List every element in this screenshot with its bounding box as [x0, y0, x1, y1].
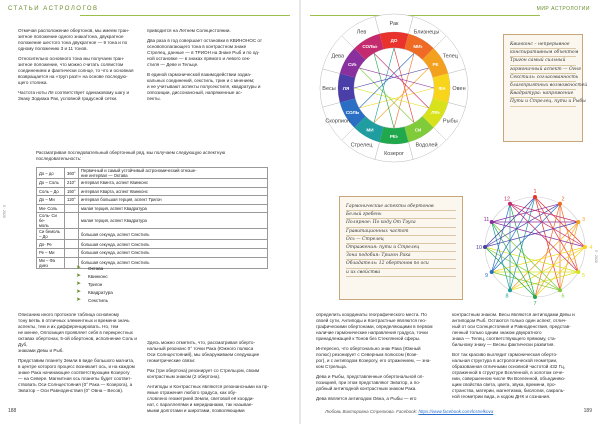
note-label: СОЛЬ	[345, 109, 360, 115]
interval-table	[36, 167, 268, 269]
node-dot	[583, 245, 587, 249]
paragraph: Вот так красиво выглядит гармоническая оберто- нальная структура в астрологической геометрии, образованная отличными основной частотой 432 Гц, отраженной в структуре Вселенной, в золотом сече- нии, совершенном числе Фи Вселенной, объединяю- щим свойства света, цвета, звука, времени, про- странства, материи, магнетизма, биологии, сакраль- ной геометрии вида, и кодом ДНК и сознания.	[452, 352, 566, 399]
node-dot	[533, 295, 537, 299]
arrow-bullet-icon: ➤	[76, 264, 82, 271]
check-item	[76, 280, 113, 288]
paragraph: контрастным знаком. Весы являются антиподами Девы и антиподом Рыб. Остаются только один аспект, отлич- ный от оси Солнцестояния и Равноденствия, представ- ленный только одним знаком двукратного знака — Телец, соответствующего прямому, ста- бильному знаку — Весны фактически развития.	[452, 312, 575, 347]
left-col1-text	[18, 28, 138, 102]
interval-cell: Ми – Фа диез	[37, 257, 65, 268]
interval-cell: Соль – До	[37, 187, 65, 196]
table-row	[37, 196, 268, 205]
node-number: 8	[505, 293, 509, 300]
node-dot	[558, 288, 562, 292]
aspect-cell: большая секунда, аспект Секстиль	[79, 248, 268, 257]
arrow-bullet-icon: ➤	[76, 296, 82, 303]
note-label: РЕ♭	[389, 133, 399, 139]
note-label: ФА	[438, 85, 446, 91]
aspect-cell: большая секунда, аспект Секстиль	[79, 257, 268, 268]
magazine-header: МИР АСТРОЛОГИИ	[536, 6, 590, 12]
node-number: 3	[581, 217, 586, 223]
aspect-line	[535, 222, 578, 300]
paragraph: Дева и Рыбы, представленные обертональной оп- позицией, при этом представляют Экватор, а по- добный антиподной контрастным знаком Рака.	[316, 374, 424, 391]
paragraph: Представим планету Земли в виде большого магнита, в центре которого процесс возникает ось, и на каждом знаке Рака начинающее соответствующим Козерогу — на Севере. Магнитная ось планеты будет соответ- ствовать Оси Солнцестояния (0° Рака — Козерога), а Экватор – Оси Равноденствия (0° Овна – Весов).	[18, 358, 135, 393]
check-item	[76, 296, 113, 304]
paragraph: Здесь можно отметить, что, рассматривая оберто- нальный резонанс 0° точки Рака (Южного полюса Оси Солнцестояний), мы обнаруживаем следующие геометрические связи:	[147, 340, 260, 363]
check-item	[76, 264, 113, 272]
box-line: конспиративным объектом	[510, 49, 576, 57]
table-row	[37, 204, 268, 213]
aspect-cell: большая секунда, аспект Секстиль	[79, 240, 268, 249]
sign-label: Дева	[331, 53, 345, 60]
box-line: Зона подобия: Тригон Рака	[346, 252, 456, 260]
aspect-line	[510, 247, 585, 290]
node-number: 10	[476, 245, 483, 251]
aspect-cell: интервал большая терция, аспект Тригон	[79, 196, 268, 205]
star-ring	[485, 197, 585, 300]
degree-cell	[65, 213, 79, 229]
sign-label: Козерог	[384, 151, 404, 157]
aspect-line	[485, 247, 560, 290]
node-dot	[508, 288, 512, 292]
box-line: Квинконс – непрерывное	[510, 41, 576, 49]
node-number: 6	[561, 293, 565, 300]
table-intro: Рассматривая последовательный обертонный ряд, мы получаем следующую аспектную последовательность:	[36, 150, 226, 161]
margin-label-left: 5 · 2020	[2, 205, 6, 218]
interval-cell: До – Соль	[37, 179, 65, 188]
zodiac-note-wheel	[318, 12, 470, 164]
aspect-cell: малая терция, аспект Квадратура	[79, 213, 268, 229]
facebook-link[interactable]: https://www.facebook.com/lcstrelkova	[418, 409, 494, 414]
box-line: и их свойства	[346, 269, 456, 277]
page-number-left: 188	[8, 408, 17, 414]
box-line: Гравитационных частот	[346, 228, 456, 236]
left-col1b-text	[18, 312, 143, 394]
sign-label: Рак	[389, 21, 399, 27]
check-label: Секстиль	[88, 297, 108, 303]
paragraph: Отмечая расположение обертонов, мы имеем тран- зитное положение одного знака/тона, двукратное положение шестого тона двукратное — 9 тона и по одному положению 3 и 11 тонов.	[18, 28, 130, 51]
note-label: РЕ	[432, 61, 439, 67]
sign-label: Овен	[452, 86, 466, 92]
box-line: Отражения: пути и Стрелец	[346, 244, 456, 252]
check-label: Октава	[88, 265, 104, 271]
node-dot	[490, 220, 494, 224]
sign-label: Телец	[442, 53, 458, 60]
box-line: Гармонические аспекты обертонов	[346, 203, 456, 211]
box-line: Пути и Стрелец, пути и Рыбы	[510, 98, 576, 106]
box-line: Ось — Стрелец	[346, 236, 456, 244]
aspect-cell: Первичный и самый устойчивый астрономический отноше- ние интервал — Октава	[79, 168, 268, 179]
node-number: 1	[533, 189, 537, 195]
note-label: СОЛЬ♭	[362, 44, 378, 50]
node-number: 9	[484, 273, 489, 279]
degree-cell: 360°	[65, 168, 79, 179]
box-line: Обладатель: 12 обертонов по оси	[346, 260, 456, 268]
aspect-cell: интервал Кварта, аспект Квинконс	[79, 187, 268, 196]
sign-label: Стрелец	[350, 142, 373, 149]
box-line: Белый гребень	[346, 211, 456, 219]
aspect-cell: интервал Квинта, аспект Квинконс	[79, 179, 268, 188]
aspect-line	[510, 204, 585, 247]
left-col2b-text	[147, 340, 287, 414]
gutter	[299, 0, 301, 424]
note-label: ЛЯ♭	[431, 109, 440, 115]
node-dot	[490, 270, 494, 274]
aspect-cell: малая терция, аспект Квадратура	[79, 204, 268, 213]
degree-cell: 120°	[65, 196, 79, 205]
node-dot	[576, 270, 580, 274]
paragraph: Антиподы и Контрастных являются резонансными на пр- ямые отражения любого градуса, как обу- словлено геометрией Земли, световой её коорди- нат, с параллелями и меридианами, так называе- мыми долготами и широтами, позволяющими	[147, 384, 269, 413]
note-label: МИ	[366, 127, 374, 133]
box-line: гармоничный аспект — Огня	[510, 66, 576, 74]
table-row	[37, 257, 268, 268]
box-line: Квадратура: напряжение	[510, 90, 576, 98]
aspect-line	[492, 197, 535, 272]
interval-cell: Ми- Соль	[37, 204, 65, 213]
aspect-line	[485, 204, 560, 247]
header-rule-left	[80, 15, 290, 16]
degree-cell	[65, 229, 79, 240]
paragraph: Частота ноты Ля соответствует одинаковому шагу и Знаку Зодиака Рак, условной градусной сетки.	[18, 90, 130, 101]
right-col1-text	[316, 312, 446, 402]
box-line: Секстиль: согласованность	[510, 74, 576, 82]
paragraph: Интересно, что обертонально знак Рака (Южный полюс) резонирует с Северным полюсом (Козе- рог), и с антиподом Козерогу, его отражением, — зна- ком Стрельца.	[316, 346, 431, 369]
interval-cell: До – Ми	[37, 196, 65, 205]
sign-label: Рыбы	[442, 118, 458, 125]
check-label: Тригон	[88, 281, 103, 287]
table-row	[37, 240, 268, 249]
aspect-check-list	[76, 264, 113, 304]
interval-cell: Ре – Ми	[37, 248, 65, 257]
check-item	[76, 288, 113, 296]
degree-cell: 150°	[65, 187, 79, 196]
aspect-line	[535, 197, 578, 272]
node-dot	[483, 245, 487, 249]
node-number: 4	[589, 245, 593, 251]
paragraph: Рак (три обертона) резонирует со Стрельцом, своим контрастным знаком (2 обертона).	[147, 368, 260, 379]
page-number-right: 189	[583, 408, 592, 414]
aside-box-top	[503, 34, 588, 142]
interval-cell: Соль- Си бе- моль	[37, 213, 65, 229]
table-row	[37, 248, 268, 257]
left-col2-text	[147, 28, 287, 102]
box-line: Тригон самый сильный	[510, 57, 576, 65]
author-credit	[325, 409, 493, 414]
check-label: Квинконс	[88, 273, 108, 279]
node-number: 5	[581, 273, 586, 279]
interval-cell: До- Ре	[37, 240, 65, 249]
table-row	[37, 229, 268, 240]
paragraph: Относительно основного тона мы получаем тран- зитное положение, что можно считать соляистом соединением и фактически солнце, то что и основная возвращается на «труп раз!!» на основе последую- щего столика.	[18, 56, 134, 85]
interval-cell: До – до	[37, 168, 65, 179]
aspect-line	[492, 222, 535, 300]
sign-label: Близнецы	[413, 29, 440, 36]
paragraph: Описанию иного протоколе таблица основному тону ветвь в отличных элементных и времени значь аспекты, тем и их дифференцировать. Но, тем не менее, Оппозиция проявляет себя в перекрестных октавах обертонах, 5-ой обертонов, исполнение Соль и Дуб, знаками Девы и Рыб.	[18, 312, 137, 353]
degree-cell	[65, 240, 79, 249]
box-line: благоприятных возможностей	[510, 82, 576, 90]
check-label: Квадратура	[88, 289, 113, 295]
aside-box-harmonic	[339, 196, 463, 300]
sign-label: Лев	[356, 29, 367, 36]
sign-label: Скорпион	[325, 118, 351, 125]
box-line: Полярное: По коду От Тэуса	[346, 219, 456, 227]
paragraph: Два раза в год совершает остановки в КВИНОНОС от основополагающего тона в контрастном знаке Стрелец, данные — в ТРИОН на Знаке Рыб и по од- ной остановке — в знаках прямого и левого сек- стиля — Деве и Тельце.	[147, 38, 262, 67]
paragraph: определить координаты географического места. По своей сути, Антиподы и Контрастные являются гео- графическими обертонами, определяющими в первом наличие гармонические направления градуса, точки принадлежащей к Тонов без Стеклянной сферы.	[316, 312, 433, 341]
sign-label: Водолей	[415, 142, 438, 149]
table-row	[37, 213, 268, 229]
section-header: СТАТЬИ АСТРОЛОГОВ	[8, 6, 99, 12]
aspect-cell: большая секунда, аспект Секстиль	[79, 229, 268, 240]
arrow-bullet-icon: ➤	[76, 272, 82, 279]
paragraph: В единой гармонической взаимодействии зодиа- кальных соединений, секстиль, трин и с мнением; и не учитывают аспекты полусекстиля, квадратуры и оппозиции, диссонансный, напряженные ас- пекты.	[147, 72, 261, 101]
note-label: ДО	[390, 37, 398, 43]
interval-cell: Си бемоль – До	[37, 229, 65, 240]
node-number: 11	[483, 217, 490, 223]
sign-label: Весы	[322, 86, 336, 92]
table-row	[37, 179, 268, 188]
degree-cell	[65, 248, 79, 257]
node-dot	[533, 195, 537, 199]
wheel-center	[354, 48, 434, 128]
note-label: ЛЯ	[342, 85, 350, 91]
check-item	[76, 272, 113, 280]
arrow-bullet-icon: ➤	[76, 280, 82, 287]
paragraph: приводится на Летнем Солнцестоянии.	[147, 28, 231, 33]
right-col2-text	[452, 312, 590, 400]
arrow-bullet-icon: ➤	[76, 288, 82, 295]
degree-cell	[65, 204, 79, 213]
node-dot	[576, 220, 580, 224]
note-label: СИ♭	[348, 61, 357, 67]
margin-label-right: 5 · 2020	[594, 250, 598, 263]
note-label: МИ♭	[413, 44, 423, 50]
table-row	[37, 168, 268, 179]
credit-text: Любовь Викторовна Стрелкова. Facebook:	[325, 409, 418, 414]
paragraph: Дева является антиподом Овна, а Рыбы — его	[316, 396, 417, 401]
note-label: СИ	[414, 127, 422, 133]
twelve-point-star-diagram	[476, 188, 594, 306]
node-number: 2	[561, 196, 565, 203]
degree-cell: 210°	[65, 179, 79, 188]
node-number: 7	[533, 301, 537, 306]
node-number: 12	[503, 196, 511, 203]
table-row	[37, 187, 268, 196]
